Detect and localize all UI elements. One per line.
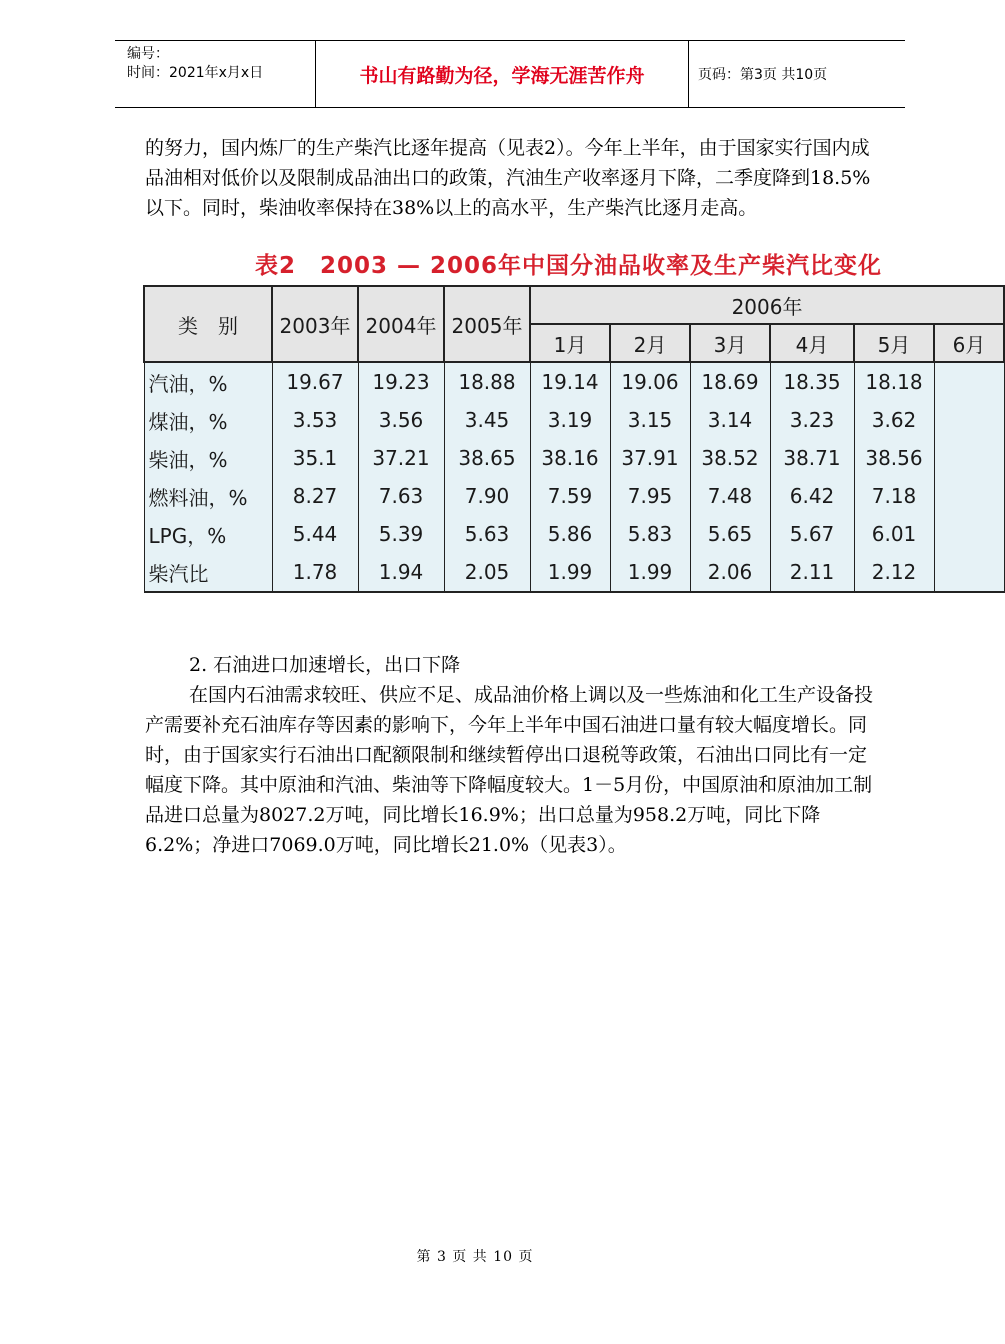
table-cell: 3.23 — [770, 401, 854, 439]
table-cell: 2.06 — [690, 553, 770, 592]
table-row — [144, 401, 1004, 439]
table-cell: 19.23 — [358, 362, 444, 401]
table-cell: 7.95 — [610, 477, 690, 515]
header-info — [115, 41, 316, 107]
page-footer: 第 3 页 共 10 页 — [416, 1249, 534, 1265]
table-cell: 18.69 — [690, 362, 770, 401]
table-cell: 7.59 — [530, 477, 610, 515]
table-cell: 2.05 — [444, 553, 530, 592]
table-cell: 38.56 — [854, 439, 934, 477]
table-cell-cut-off — [934, 401, 1004, 439]
table-cell: 38.65 — [444, 439, 530, 477]
table-cell-cut-off — [934, 439, 1004, 477]
table-cell: 38.71 — [770, 439, 854, 477]
table-row — [144, 515, 1004, 553]
table-cell: 7.63 — [358, 477, 444, 515]
time-label: 时间：2021年x月x日 — [127, 65, 264, 81]
serial-label: 编号： — [127, 46, 169, 62]
table-cell: 8.27 — [272, 477, 358, 515]
table-cell: 6.42 — [770, 477, 854, 515]
header-month-3: 3月 — [690, 324, 770, 362]
paragraph-1: 的努力，国内炼厂的生产柴汽比逐年提高（见表2）。今年上半年，由于国家实行国内成品油相对低价以及限制成品油出口的政策，汽油生产收率逐月下降，二季度降到18.5%以下。同时，柴油收率保持在38%以上的高水平，生产柴汽比逐月走高。 — [145, 137, 871, 219]
table-cell: 19.14 — [530, 362, 610, 401]
table-cell: 3.53 — [272, 401, 358, 439]
header-month-1: 1月 — [530, 324, 610, 362]
header-month-6: 6月 — [934, 324, 1004, 362]
table-cell: 3.56 — [358, 401, 444, 439]
table-cell: 35.1 — [272, 439, 358, 477]
table-body — [144, 362, 1004, 592]
header-month-5: 5月 — [854, 324, 934, 362]
header-year-2005: 2005年 — [444, 286, 530, 362]
table-row — [144, 362, 1004, 401]
table-cell: 37.91 — [610, 439, 690, 477]
header-month-4: 4月 — [770, 324, 854, 362]
yield-table — [143, 285, 1005, 593]
table-cell: 5.67 — [770, 515, 854, 553]
table-cell: 1.99 — [530, 553, 610, 592]
table-cell: 7.18 — [854, 477, 934, 515]
table-cell: 5.39 — [358, 515, 444, 553]
page-header — [115, 40, 905, 108]
header-year-2006: 2006年 — [530, 286, 1004, 324]
table-cell: 2.12 — [854, 553, 934, 592]
header-year-2004: 2004年 — [358, 286, 444, 362]
table-cell: 3.62 — [854, 401, 934, 439]
table-cell: 38.52 — [690, 439, 770, 477]
table-cell: 19.67 — [272, 362, 358, 401]
table-row — [144, 477, 1004, 515]
table-cell: 5.83 — [610, 515, 690, 553]
table-cell: 7.90 — [444, 477, 530, 515]
header-category: 类 别 — [144, 286, 272, 362]
table-cell: 5.44 — [272, 515, 358, 553]
table-cell-cut-off — [934, 477, 1004, 515]
table-container — [143, 285, 986, 595]
table-cell-cut-off — [934, 362, 1004, 401]
table-row — [144, 439, 1004, 477]
header-page-number: 页码：第3页 共10页 — [698, 67, 828, 83]
table-title: 表2 2003 — 2006年中国分油品收率及生产柴汽比变化 — [255, 253, 883, 279]
row-label: 煤油，% — [144, 401, 272, 439]
row-label: 柴汽比 — [144, 553, 272, 592]
table-cell: 3.15 — [610, 401, 690, 439]
table-cell: 18.88 — [444, 362, 530, 401]
header-year-2003: 2003年 — [272, 286, 358, 362]
table-cell-cut-off — [934, 553, 1004, 592]
row-label: 燃料油，% — [144, 477, 272, 515]
table-row — [144, 553, 1004, 592]
table-cell: 5.65 — [690, 515, 770, 553]
section-heading: 2. 石油进口加速增长，出口下降 — [189, 654, 461, 676]
header-motto: 书山有路勤为径，学海无涯苦作舟 — [316, 41, 689, 107]
table-cell: 7.48 — [690, 477, 770, 515]
table-cell: 3.19 — [530, 401, 610, 439]
row-label: LPG，% — [144, 515, 272, 553]
table-cell: 5.63 — [444, 515, 530, 553]
table-cell: 5.86 — [530, 515, 610, 553]
table-cell: 18.35 — [770, 362, 854, 401]
table-cell: 3.45 — [444, 401, 530, 439]
table-cell: 2.11 — [770, 553, 854, 592]
row-label: 汽油，% — [144, 362, 272, 401]
row-label: 柴油，% — [144, 439, 272, 477]
table-cell: 19.06 — [610, 362, 690, 401]
table-cell: 37.21 — [358, 439, 444, 477]
table-cell-cut-off — [934, 515, 1004, 553]
table-cell: 38.16 — [530, 439, 610, 477]
paragraph-2: 在国内石油需求较旺、供应不足、成品油价格上调以及一些炼油和化工生产设备投产需要补充石油库存等因素的影响下，今年上半年中国石油进口量有较大幅度增长。同时，由于国家实行石油出口配额限制和继续暂停出口退税等政策，石油出口同比有一定幅度下降。其中原油和汽油、柴油等下降幅度较大。1－5月份，中国原油和原油加工制品进口总量为8027.2万吨，同比增长16.9%；出口总量为958.2万吨，同比下降6.2%；净进口7069.0万吨，同比增长21.0%（见表3）。 — [145, 684, 874, 856]
table-cell: 1.99 — [610, 553, 690, 592]
table-cell: 3.14 — [690, 401, 770, 439]
table-cell: 1.78 — [272, 553, 358, 592]
header-month-2: 2月 — [610, 324, 690, 362]
table-cell: 18.18 — [854, 362, 934, 401]
table-cell: 1.94 — [358, 553, 444, 592]
table-cell: 6.01 — [854, 515, 934, 553]
